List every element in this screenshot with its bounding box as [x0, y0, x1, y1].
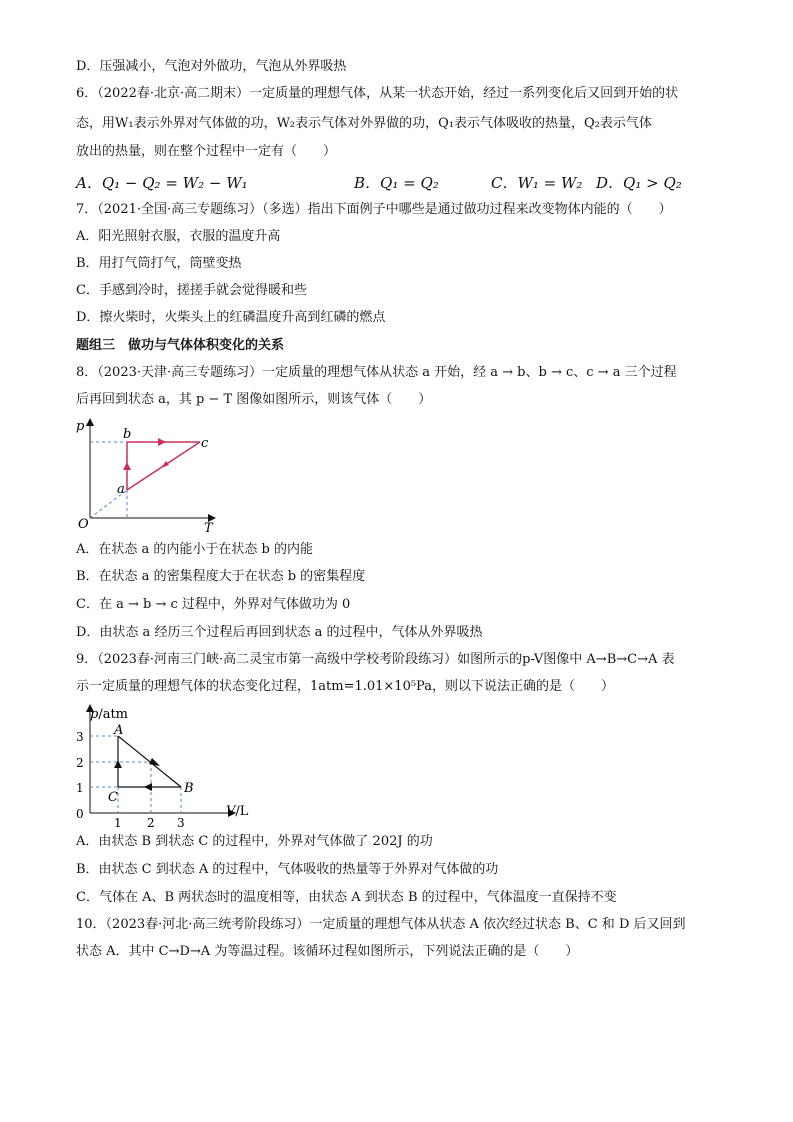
q9-ytick-3: 3	[76, 730, 84, 744]
q8-arrow-bc	[158, 438, 166, 446]
q6-option-c: C．W₁ = W₂	[491, 174, 583, 192]
q9-arrow-bc	[144, 783, 152, 791]
q9-option-c: C．气体在 A、B 两状态时的温度相等，由状态 A 到状态 B 的过程中，气体温度一直保持不变	[76, 890, 617, 905]
q9-label-p-unit: /atm	[98, 707, 129, 722]
q9-stem-2: 示一定质量的理想气体的状态变化过程，1atm=1.01×10⁵Pa，则以下说法正确的是（ ）	[76, 679, 614, 694]
q9-stem-1: 9．（2023春·河南三门峡·高二灵宝市第一高级中学校考阶段练习）如图所示的p-V图像中 A→B→C→A 表	[76, 652, 675, 667]
q10-stem-2: 状态 A．其中 C→D→A 为等温过程。该循环过程如图所示，下列说法正确的是（ ）	[76, 944, 579, 959]
q8-option-b: B．在状态 a 的密集程度大于在状态 b 的密集程度	[76, 569, 366, 584]
q6-options	[76, 172, 716, 194]
q10-stem-1: 10．（2023春·河北·高三统考阶段练习）一定质量的理想气体从状态 A 依次经过状态 B、C 和 D 后又回到	[76, 917, 686, 932]
q8-label-b: b	[123, 427, 132, 442]
q8-option-d: D．由状态 a 经历三个过程后再回到状态 a 的过程中，气体从外界吸热	[76, 625, 483, 640]
q8-label-c: c	[201, 436, 209, 451]
q8-arrow-ab	[123, 462, 131, 470]
q5-option-d: D．压强减小，气泡对外做功，气泡从外界吸热	[76, 59, 347, 74]
q8-stem-2: 后再回到状态 a，其 p − T 图像如图所示，则该气体（ ）	[76, 392, 432, 407]
q9-xtick-1: 1	[114, 816, 122, 830]
q9-label-p: p/atm	[90, 707, 129, 722]
q9-ytick-1: 1	[76, 781, 84, 795]
q6-option-a: A．Q₁ − Q₂ = W₂ − W₁	[76, 174, 248, 192]
q6-stem-1: 6．（2022春·北京·高二期末）一定质量的理想气体，从某一状态开始，经过一系列变化后又回到开始的状	[76, 86, 679, 101]
q8-label-origin: O	[78, 517, 89, 532]
q9-ytick-2: 2	[76, 756, 84, 770]
q7-option-a: A．阳光照射衣服，衣服的温度升高	[76, 229, 281, 244]
q8-label-a: a	[117, 482, 125, 497]
q9-ytick-0: 0	[76, 807, 84, 821]
q8-arrow-ca	[161, 461, 169, 468]
q7-option-b: B．用打气筒打气，筒壁变热	[76, 256, 242, 271]
q8-pt-graph	[70, 414, 230, 536]
q9-pv-graph	[70, 700, 260, 830]
q9-option-a: A．由状态 B 到状态 C 的过程中，外界对气体做了 202J 的功	[76, 834, 433, 849]
q8-label-t: T	[204, 521, 213, 536]
q8-stem-1: 8．（2023·天津·高三专题练习）一定质量的理想气体从状态 a 开始，经 a → b、b → c、c → a 三个过程	[76, 365, 677, 380]
q9-label-b: B	[184, 781, 194, 796]
q9-option-b: B．由状态 C 到状态 A 的过程中，气体吸收的热量等于外界对气体做的功	[76, 862, 499, 877]
q9-label-c: C	[108, 790, 118, 805]
q6-option-b: B．Q₁ = Q₂	[354, 174, 439, 192]
q9-arrow-ca	[114, 760, 122, 768]
q8-option-c: C．在 a → b → c 过程中，外界对气体做功为 0	[76, 597, 351, 612]
q6-stem-2: 态，用W₁表示外界对气体做的功，W₂表示气体对外界做的功，Q₁表示气体吸收的热量，Q₂表示气体	[76, 116, 652, 131]
q9-xtick-2: 2	[147, 816, 155, 830]
q9-xtick-3: 3	[177, 816, 185, 830]
q8-option-a: A．在状态 a 的内能小于在状态 b 的内能	[76, 542, 313, 557]
q8-label-p: p	[76, 419, 85, 434]
q6-option-d: D．Q₁ > Q₂	[596, 174, 682, 192]
q9-label-a: A	[114, 723, 124, 738]
q7-stem: 7．（2021·全国·高三专题练习）（多选）指出下面例子中哪些是通过做功过程来改变物体内能的（ ）	[76, 202, 672, 217]
q7-option-c: C．手感到冷时，搓搓手就会觉得暖和些	[76, 283, 307, 298]
group3-heading: 题组三 做功与气体体积变化的关系	[76, 338, 285, 353]
q7-option-d: D．擦火柴时，火柴头上的红磷温度升高到红磷的燃点	[76, 310, 386, 325]
q9-label-v: V/L	[226, 804, 249, 819]
q6-stem-3: 放出的热量，则在整个过程中一定有（ ）	[76, 144, 337, 159]
